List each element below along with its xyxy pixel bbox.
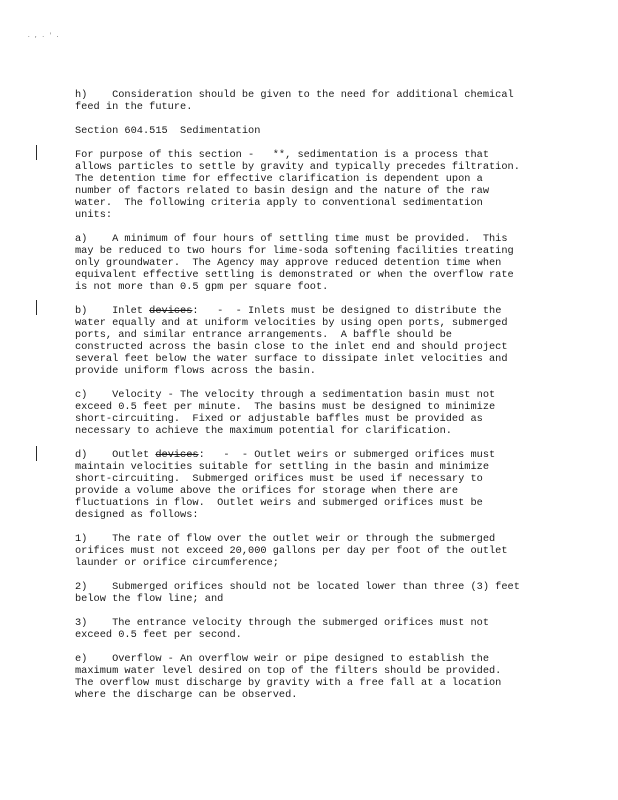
intro-line: water. The following criteria apply to conventional sedimentation <box>75 197 483 209</box>
para-d-prefix: d) Outlet <box>75 449 156 461</box>
para-a-line: may be reduced to two hours for lime-soda softening facilities treating <box>75 245 514 257</box>
para-d-first-line <box>75 449 495 461</box>
para-a-line: only groundwater. The Agency may approve reduced detention time when <box>75 257 502 269</box>
para-b-first-line <box>75 305 501 317</box>
para-b-line: water equally and at uniform velocities by using open ports, submerged <box>75 317 508 329</box>
item-3-line: 3) The entrance velocity through the submerged orifices must not <box>75 617 490 629</box>
item-2-line: 2) Submerged orifices should not be located lower than three (3) feet <box>75 581 520 593</box>
item-1-line: orifices must not exceed 20,000 gallons per day per foot of the outlet <box>75 545 508 557</box>
intro-line: For purpose of this section - **, sedimentation is a process that <box>75 149 490 161</box>
scan-marks: . , . ' . <box>27 32 60 39</box>
section-heading: Section 604.515 Sedimentation <box>75 125 261 137</box>
item-1-line: launder or orifice circumference; <box>75 557 279 569</box>
para-a-line: is not more than 0.5 gpm per square foot. <box>75 281 329 293</box>
para-c-line: exceed 0.5 feet per minute. The basins must be designed to minimize <box>75 401 496 413</box>
para-c-line: c) Velocity - The velocity through a sedimentation basin must not <box>75 389 496 401</box>
item-1-line: 1) The rate of flow over the outlet weir or through the submerged <box>75 533 496 545</box>
para-b-line: several feet below the water surface to dissipate inlet velocities and <box>75 353 508 365</box>
para-e-line: where the discharge can be observed. <box>75 689 298 701</box>
intro-line: number of factors related to basin design and the nature of the raw <box>75 185 490 197</box>
intro-line: units: <box>75 209 113 221</box>
para-d-line: maintain velocities suitable for settling in the basin and minimize <box>75 461 490 473</box>
para-d-rest: : - - Outlet weirs or submerged orifices must <box>198 449 496 461</box>
revision-bar <box>36 300 37 315</box>
item-2-line: below the flow line; and <box>75 593 224 605</box>
para-c-line: necessary to achieve the maximum potential for clarification. <box>75 425 452 437</box>
para-e-line: e) Overflow - An overflow weir or pipe designed to establish the <box>75 653 490 665</box>
para-b-line: constructed across the basin close to the inlet end and should project <box>75 341 508 353</box>
para-a-line: equivalent effective settling is demonstrated or when the overflow rate <box>75 269 514 281</box>
para-d-line: short-circuiting. Submerged orifices must be used if necessary to <box>75 473 483 485</box>
para-h-line: feed in the future. <box>75 101 193 113</box>
revision-bar <box>36 446 37 461</box>
para-h-line: h) Consideration should be given to the need for additional chemical <box>75 89 514 101</box>
item-3-line: exceed 0.5 feet per second. <box>75 629 242 641</box>
para-e-line: maximum water level desired on top of the filters should be provided. <box>75 665 502 677</box>
para-b-rest: : - - Inlets must be designed to distribute the <box>192 305 502 317</box>
para-b-line: ports, and similar entrance arrangements. A baffle should be <box>75 329 452 341</box>
intro-line: allows particles to settle by gravity and typically precedes filtration. <box>75 161 520 173</box>
intro-line: The detention time for effective clarification is dependent upon a <box>75 173 483 185</box>
para-a-line: a) A minimum of four hours of settling time must be provided. This <box>75 233 508 245</box>
para-d-line: fluctuations in flow. Outlet weirs and submerged orifices must be <box>75 497 483 509</box>
para-b-line: provide uniform flows across the basin. <box>75 365 316 377</box>
revision-bar <box>36 145 37 160</box>
struck-text: devices <box>149 305 193 317</box>
para-d-line: designed as follows: <box>75 509 199 521</box>
para-d-line: provide a volume above the orifices for storage when there are <box>75 485 459 497</box>
struck-text: devices <box>155 449 199 461</box>
para-b-prefix: b) Inlet <box>75 305 150 317</box>
para-e-line: The overflow must discharge by gravity with a free fall at a location <box>75 677 502 689</box>
para-c-line: short-circuiting. Fixed or adjustable baffles must be provided as <box>75 413 483 425</box>
